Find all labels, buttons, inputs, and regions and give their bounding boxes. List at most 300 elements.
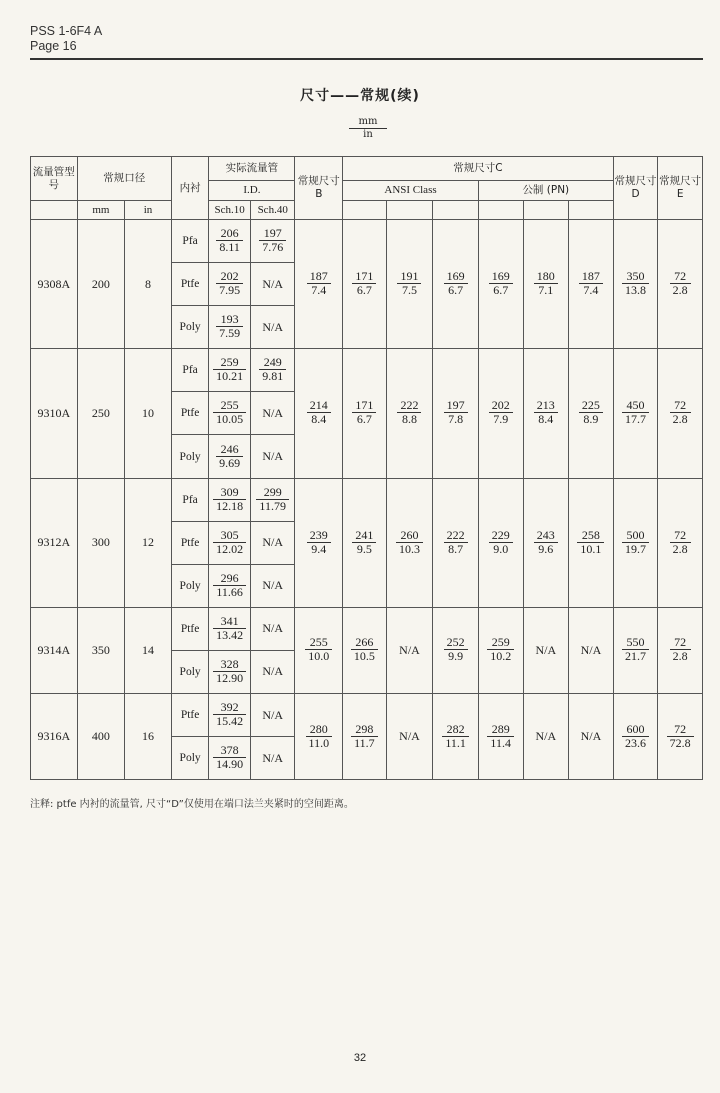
dim-d-in: 17.7 — [625, 412, 646, 427]
sch10-in: 10.05 — [216, 412, 244, 427]
dim-b-in: 10.0 — [308, 649, 330, 664]
sch10-in: 7.59 — [219, 326, 241, 341]
table-row — [31, 478, 703, 521]
dim-e-cell — [658, 349, 703, 478]
sch40-value: N/A — [262, 664, 284, 679]
dim-c-cell-6 — [569, 478, 614, 607]
dim-c-fraction — [352, 270, 376, 297]
table-row — [31, 349, 703, 392]
sch10-cell — [209, 607, 251, 650]
dim-c-mm: 252 — [444, 636, 468, 650]
dim-d-cell — [613, 220, 658, 349]
sch10-fraction — [213, 658, 246, 685]
dim-b-cell — [295, 694, 343, 780]
dim-d-in: 13.8 — [625, 283, 646, 298]
header-page: Page 16 — [30, 39, 77, 53]
dim-c-cell-5 — [523, 694, 569, 780]
dim-c-mm: 171 — [352, 270, 376, 284]
dim-d-mm: 450 — [622, 399, 649, 413]
col-id: I.D. — [209, 181, 295, 201]
dim-b-mm: 187 — [307, 270, 331, 284]
dim-c-mm: 298 — [351, 723, 378, 737]
dim-c-fraction — [397, 270, 421, 297]
dim-e-fraction — [670, 399, 691, 426]
dim-d-mm: 600 — [622, 723, 649, 737]
dim-c-fraction — [444, 636, 468, 663]
dim-c-mm: 213 — [534, 399, 558, 413]
dim-e-in: 2.8 — [672, 412, 688, 427]
dim-e-cell — [658, 220, 703, 349]
col-ansi: ANSI Class — [343, 181, 479, 201]
size-in-cell: 10 — [125, 349, 172, 478]
dim-c-in: 10.1 — [580, 541, 602, 556]
model-cell: 9308A — [31, 220, 78, 349]
dim-b-mm: 214 — [307, 399, 331, 413]
dim-d-cell — [613, 694, 658, 780]
dim-b-fraction — [306, 723, 333, 750]
sch10-mm: 206 — [216, 227, 243, 241]
dim-c-cell-4 — [478, 694, 523, 780]
dim-b-fraction — [307, 529, 331, 556]
liner-cell: Pfa — [171, 349, 209, 392]
sch40-in: 9.81 — [262, 369, 284, 384]
liner-cell: Ptfe — [171, 392, 209, 435]
sch10-cell — [209, 478, 251, 521]
dim-e-mm: 72 — [670, 270, 691, 284]
sch40-cell — [250, 220, 295, 263]
sch10-in: 12.02 — [216, 541, 244, 556]
model-cell: 9316A — [31, 694, 78, 780]
sch40-cell — [250, 435, 295, 478]
unit-fraction — [349, 116, 387, 141]
dim-c-cell-3 — [433, 478, 479, 607]
dim-c-mm: 258 — [577, 529, 604, 543]
dim-c-cell-3 — [433, 220, 479, 349]
sch40-cell — [250, 564, 295, 607]
dim-c-in: 11.4 — [490, 735, 511, 750]
sch10-mm: 259 — [213, 356, 246, 370]
dim-c-mm: 282 — [442, 723, 469, 737]
model-cell: 9312A — [31, 478, 78, 607]
col-pn-2 — [523, 201, 569, 220]
dim-c-cell-4 — [478, 349, 523, 478]
size-in-cell: 8 — [125, 220, 172, 349]
dim-c-in: 9.0 — [493, 541, 509, 556]
sch40-value: N/A — [262, 707, 284, 722]
col-pn: 公制 (PN) — [478, 181, 613, 201]
dim-c-in: 10.5 — [353, 649, 375, 664]
sch40-cell — [250, 263, 295, 306]
dim-d-fraction — [622, 636, 649, 663]
dim-e-in: 2.8 — [672, 541, 688, 556]
dim-d-cell — [613, 478, 658, 607]
col-ansi-1 — [343, 201, 387, 220]
dim-e-fraction — [670, 636, 691, 663]
sch40-mm: 299 — [256, 486, 289, 500]
sch40-value: N/A — [262, 449, 284, 464]
liner-cell: Ptfe — [171, 521, 209, 564]
dim-c-mm: 180 — [534, 270, 558, 284]
dim-e-mm: 72 — [667, 723, 694, 737]
sch10-cell — [209, 521, 251, 564]
dim-c-cell-3 — [433, 607, 479, 693]
table-row — [31, 607, 703, 650]
size-mm-cell: 250 — [77, 349, 125, 478]
sch40-in: 7.76 — [262, 240, 284, 255]
dim-d-mm: 550 — [622, 636, 649, 650]
dim-b-mm: 239 — [307, 529, 331, 543]
dim-c-cell-1 — [343, 694, 387, 780]
dim-b-in: 7.4 — [311, 283, 327, 298]
sch10-cell — [209, 435, 251, 478]
dim-c-fraction — [489, 529, 513, 556]
dim-c-fraction — [397, 399, 421, 426]
dim-c-fraction — [534, 399, 558, 426]
dim-e-in: 72.8 — [669, 735, 691, 750]
dim-c-cell-1 — [343, 220, 387, 349]
dim-c-fraction — [396, 529, 423, 556]
dim-e-fraction — [667, 723, 694, 750]
sch10-cell — [209, 306, 251, 349]
dim-c-in: 8.8 — [401, 412, 417, 427]
col-in: in — [125, 201, 172, 220]
dim-c-in: 7.9 — [493, 412, 509, 427]
sch10-cell — [209, 263, 251, 306]
table-body — [31, 220, 703, 780]
size-mm-cell: 200 — [77, 220, 125, 349]
dim-b-cell — [295, 478, 343, 607]
col-model: 流量管型号 — [31, 157, 78, 201]
sch10-fraction — [213, 701, 246, 728]
dim-c-mm: 222 — [444, 529, 468, 543]
sch10-in: 12.18 — [216, 498, 244, 513]
dim-c-mm: 202 — [489, 399, 513, 413]
sch10-fraction — [216, 443, 243, 470]
page-title: 尺寸——常规(续) — [300, 88, 420, 104]
dim-c-cell-2 — [386, 694, 433, 780]
model-cell: 9310A — [31, 349, 78, 478]
dim-d-fraction — [622, 270, 649, 297]
sch10-cell — [209, 349, 251, 392]
sch40-value: N/A — [262, 535, 284, 550]
dim-c-cell-5 — [523, 478, 569, 607]
sch40-value: N/A — [262, 750, 284, 765]
sch10-in: 9.69 — [219, 455, 241, 470]
dim-c-fraction — [352, 529, 376, 556]
dim-c-cell-6 — [569, 349, 614, 478]
liner-cell: Ptfe — [171, 263, 209, 306]
dim-c-in: 9.5 — [356, 541, 372, 556]
page-number: 32 — [353, 1052, 367, 1064]
dim-c-cell-3 — [433, 694, 479, 780]
dim-c-cell-2 — [386, 349, 433, 478]
sch10-in: 14.90 — [216, 757, 244, 772]
dim-c-in: 6.7 — [493, 283, 509, 298]
dim-e-mm: 72 — [670, 636, 691, 650]
dim-c-fraction — [351, 723, 378, 750]
sch10-fraction — [213, 744, 246, 771]
sch10-mm: 341 — [213, 615, 246, 629]
dim-b-mm: 255 — [305, 636, 332, 650]
dim-e-in: 2.8 — [672, 649, 688, 664]
dim-c-cell-4 — [478, 607, 523, 693]
dim-c-cell-1 — [343, 607, 387, 693]
dim-c-cell-1 — [343, 349, 387, 478]
dim-c-in: 8.4 — [538, 412, 554, 427]
dim-e-fraction — [670, 529, 691, 556]
sch40-cell — [250, 521, 295, 564]
liner-cell: Poly — [171, 650, 209, 693]
dim-c-cell-2 — [386, 478, 433, 607]
dim-c-mm: 169 — [444, 270, 468, 284]
dim-c-mm: 171 — [352, 399, 376, 413]
dim-c-cell-2 — [386, 607, 433, 693]
dim-b-fraction — [307, 399, 331, 426]
dim-d-fraction — [622, 399, 649, 426]
sch10-fraction — [213, 572, 246, 599]
sch10-in: 12.90 — [216, 670, 244, 685]
unit-mm: mm — [349, 116, 387, 129]
dim-c-fraction — [534, 529, 558, 556]
col-liner: 内衬 — [171, 157, 209, 220]
sch40-value: N/A — [262, 621, 284, 636]
dim-c-cell-4 — [478, 478, 523, 607]
sch10-fraction — [216, 227, 243, 254]
header-rule — [30, 58, 703, 60]
dim-c-in: 7.4 — [583, 283, 599, 298]
dim-c-in: 9.6 — [538, 541, 554, 556]
liner-cell: Poly — [171, 435, 209, 478]
sch40-cell — [250, 607, 295, 650]
dim-c-fraction — [487, 636, 514, 663]
dim-c-fraction — [534, 270, 558, 297]
dim-c-fraction — [352, 399, 376, 426]
liner-cell: Poly — [171, 306, 209, 349]
sch10-mm: 392 — [213, 701, 246, 715]
dim-c-value: N/A — [580, 642, 602, 657]
sch10-mm: 328 — [213, 658, 246, 672]
dim-c-fraction — [579, 270, 603, 297]
sch40-cell — [250, 737, 295, 780]
dim-e-fraction — [670, 270, 691, 297]
dim-c-in: 6.7 — [448, 283, 464, 298]
dim-c-in: 10.3 — [398, 541, 420, 556]
dim-c-mm: 225 — [579, 399, 603, 413]
sch10-mm: 193 — [216, 313, 243, 327]
dim-c-mm: 187 — [579, 270, 603, 284]
dim-c-in: 7.5 — [401, 283, 417, 298]
liner-cell: Poly — [171, 564, 209, 607]
sch10-mm: 309 — [213, 486, 246, 500]
dim-d-fraction — [622, 529, 649, 556]
sch10-fraction — [213, 486, 246, 513]
sch40-value: N/A — [262, 319, 284, 334]
sch10-mm: 296 — [213, 572, 246, 586]
table-row — [31, 694, 703, 737]
dim-c-cell-1 — [343, 478, 387, 607]
col-sch10: Sch.10 — [209, 201, 251, 220]
col-ansi-3 — [433, 201, 479, 220]
dim-c-fraction — [444, 270, 468, 297]
sch40-fraction — [259, 227, 286, 254]
dim-c-fraction — [351, 636, 378, 663]
dim-d-fraction — [622, 723, 649, 750]
dim-b-in: 11.0 — [308, 735, 330, 750]
sch10-fraction — [213, 615, 246, 642]
dim-c-fraction — [444, 529, 468, 556]
sch40-cell — [250, 349, 295, 392]
col-sch40: Sch.40 — [250, 201, 295, 220]
dim-d-cell — [613, 349, 658, 478]
size-in-cell: 12 — [125, 478, 172, 607]
dim-e-cell — [658, 478, 703, 607]
sch10-in: 7.95 — [219, 283, 241, 298]
sch10-fraction — [213, 356, 246, 383]
dim-c-in: 9.9 — [448, 649, 464, 664]
dim-c-mm: 169 — [489, 270, 513, 284]
page-header — [30, 24, 102, 54]
sch40-cell — [250, 694, 295, 737]
sch10-in: 10.21 — [216, 369, 244, 384]
sch10-fraction — [216, 270, 243, 297]
dim-c-in: 11.1 — [445, 735, 466, 750]
liner-cell: Ptfe — [171, 607, 209, 650]
sch40-cell — [250, 392, 295, 435]
footnote: 注释: ptfe 内衬的流量管, 尺寸“D”仅使用在端口法兰夹紧时的空间距离。 — [30, 799, 354, 810]
sch10-fraction — [213, 399, 246, 426]
doc-id: PSS 1-6F4 A — [30, 24, 103, 38]
size-in-cell: 16 — [125, 694, 172, 780]
size-in-cell: 14 — [125, 607, 172, 693]
col-dim-b: 常规尺寸B — [295, 157, 343, 220]
dim-c-mm: 229 — [489, 529, 513, 543]
col-dim-d: 常规尺寸D — [613, 157, 658, 220]
sch10-mm: 305 — [213, 529, 246, 543]
dim-c-value: N/A — [399, 729, 420, 744]
sch40-fraction — [256, 486, 289, 513]
sch10-in: 15.42 — [216, 714, 244, 729]
col-nominal: 常规口径 — [77, 157, 171, 201]
sch40-value: N/A — [262, 405, 284, 420]
dim-c-value: N/A — [535, 642, 557, 657]
sch10-cell — [209, 564, 251, 607]
dim-b-in: 9.4 — [311, 541, 327, 556]
sch40-cell — [250, 650, 295, 693]
dim-c-cell-5 — [523, 607, 569, 693]
liner-cell: Ptfe — [171, 694, 209, 737]
dim-c-cell-5 — [523, 349, 569, 478]
dim-c-cell-3 — [433, 349, 479, 478]
dim-c-in: 10.2 — [490, 649, 512, 664]
dim-d-in: 21.7 — [625, 649, 646, 664]
sch10-cell — [209, 737, 251, 780]
col-pn-1 — [478, 201, 523, 220]
sch10-cell — [209, 220, 251, 263]
liner-cell: Pfa — [171, 220, 209, 263]
dim-c-mm: 241 — [352, 529, 376, 543]
sch10-mm: 378 — [213, 744, 246, 758]
sch10-cell — [209, 650, 251, 693]
sch40-mm: 197 — [259, 227, 286, 241]
unit-in: in — [363, 129, 373, 140]
dim-c-fraction — [489, 399, 513, 426]
dim-c-value: N/A — [399, 642, 420, 657]
dim-d-in: 19.7 — [625, 541, 646, 556]
sch40-value: N/A — [262, 276, 284, 291]
liner-cell: Pfa — [171, 478, 209, 521]
dim-c-fraction — [579, 399, 603, 426]
dim-c-mm: 222 — [397, 399, 421, 413]
dim-c-fraction — [442, 723, 469, 750]
sch10-cell — [209, 392, 251, 435]
sch40-cell — [250, 478, 295, 521]
dimensions-table — [30, 156, 703, 780]
dim-b-fraction — [307, 270, 331, 297]
dim-c-mm: 259 — [487, 636, 514, 650]
dim-c-in: 8.9 — [583, 412, 599, 427]
dim-d-mm: 350 — [622, 270, 649, 284]
sch40-cell — [250, 306, 295, 349]
sch10-fraction — [213, 529, 246, 556]
sch10-in: 8.11 — [219, 240, 240, 255]
sch10-in: 11.66 — [216, 584, 243, 599]
dim-c-in: 7.1 — [538, 283, 554, 298]
dim-c-mm: 289 — [487, 723, 514, 737]
col-model-cont — [31, 201, 78, 220]
dim-c-mm: 266 — [351, 636, 378, 650]
dim-b-in: 8.4 — [311, 412, 327, 427]
sch10-in: 13.42 — [216, 627, 244, 642]
dim-c-mm: 260 — [396, 529, 423, 543]
dim-d-mm: 500 — [622, 529, 649, 543]
dim-e-mm: 72 — [670, 399, 691, 413]
size-mm-cell: 300 — [77, 478, 125, 607]
sch10-mm: 202 — [216, 270, 243, 284]
dim-e-mm: 72 — [670, 529, 691, 543]
sch10-mm: 246 — [216, 443, 243, 457]
dim-c-mm: 191 — [397, 270, 421, 284]
dim-e-cell — [658, 607, 703, 693]
dim-e-cell — [658, 694, 703, 780]
dim-c-cell-6 — [569, 694, 614, 780]
col-ansi-2 — [386, 201, 433, 220]
liner-cell: Poly — [171, 737, 209, 780]
dim-c-cell-5 — [523, 220, 569, 349]
size-mm-cell: 400 — [77, 694, 125, 780]
dim-c-value: N/A — [580, 729, 602, 744]
dim-b-cell — [295, 349, 343, 478]
dim-d-in: 23.6 — [625, 735, 646, 750]
col-dim-e: 常规尺寸E — [658, 157, 703, 220]
model-cell: 9314A — [31, 607, 78, 693]
sch40-value: N/A — [262, 578, 284, 593]
sch40-mm: 249 — [259, 356, 286, 370]
dim-c-fraction — [577, 529, 604, 556]
dim-c-in: 11.7 — [354, 735, 375, 750]
dim-c-cell-4 — [478, 220, 523, 349]
dim-d-cell — [613, 607, 658, 693]
dim-b-cell — [295, 220, 343, 349]
dim-c-in: 7.8 — [448, 412, 464, 427]
dim-c-fraction — [489, 270, 513, 297]
dim-c-cell-6 — [569, 220, 614, 349]
col-actual-tube: 实际流量管 — [209, 157, 295, 181]
sch10-fraction — [216, 313, 243, 340]
col-dim-c: 常规尺寸C — [343, 157, 614, 181]
dim-c-mm: 243 — [534, 529, 558, 543]
dim-c-in: 8.7 — [448, 541, 464, 556]
dim-c-fraction — [444, 399, 468, 426]
